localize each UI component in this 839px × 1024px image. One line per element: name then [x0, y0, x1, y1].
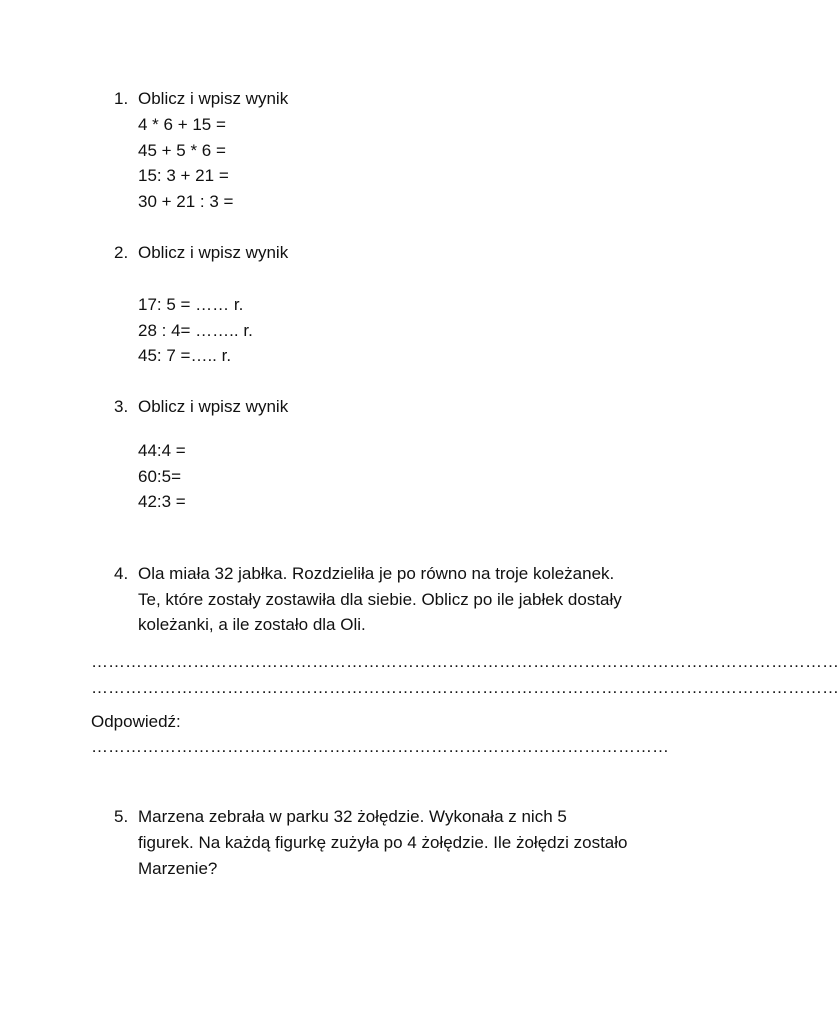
item-3-line-1: 44:4 =: [138, 441, 186, 460]
item-3-line-3: 42:3 =: [138, 492, 186, 511]
item-2-line-2: 28 : 4= …….. r.: [138, 321, 253, 340]
item-number-2: 2.: [114, 243, 129, 262]
item-4-line-1: Ola miała 32 jabłka. Rozdzieliła je po równo na troje koleżanek.: [138, 564, 615, 583]
item-1-line-3: 15: 3 + 21 =: [138, 166, 229, 185]
item-2-heading: Oblicz i wpisz wynik: [138, 243, 289, 262]
item-4-line-2: Te, które zostały zostawiła dla siebie. Oblicz po ile jabłek dostały: [138, 590, 622, 609]
item-3-heading: Oblicz i wpisz wynik: [138, 397, 289, 416]
item-5-line-2: figurek. Na każdą figurkę zużyła po 4 żołędzie. Ile żołędzi zostało: [138, 833, 628, 852]
item-number-4: 4.: [114, 564, 129, 583]
item-5-line-1: Marzena zebrała w parku 32 żołędzie. Wykonała z nich 5: [138, 807, 567, 826]
item-1-heading: Oblicz i wpisz wynik: [138, 89, 289, 108]
item-5-line-3: Marzenie?: [138, 859, 218, 878]
answer-label: Odpowiedź:: [91, 712, 181, 731]
item-1-line-4: 30 + 21 : 3 =: [138, 192, 234, 211]
item-2-line-1: 17: 5 = …… r.: [138, 295, 244, 314]
item-4-line-3: koleżanki, a ile zostało dla Oli.: [138, 615, 366, 634]
item-number-3: 3.: [114, 397, 129, 416]
item-number-1: 1.: [114, 89, 129, 108]
item-number-5: 5.: [114, 807, 129, 826]
dotted-line-1: ……………………………………………………………………………………………………………………: [91, 652, 839, 671]
item-2-line-3: 45: 7 =….. r.: [138, 346, 232, 365]
item-1-line-1: 4 * 6 + 15 =: [138, 115, 226, 134]
dotted-line-2: ……………………………………………………………………………………………………………………: [91, 678, 839, 697]
item-3-line-2: 60:5=: [138, 467, 182, 486]
answer-dotted-line: …………………………………………………………………………………………: [91, 737, 669, 756]
item-1-line-2: 45 + 5 * 6 =: [138, 141, 226, 160]
